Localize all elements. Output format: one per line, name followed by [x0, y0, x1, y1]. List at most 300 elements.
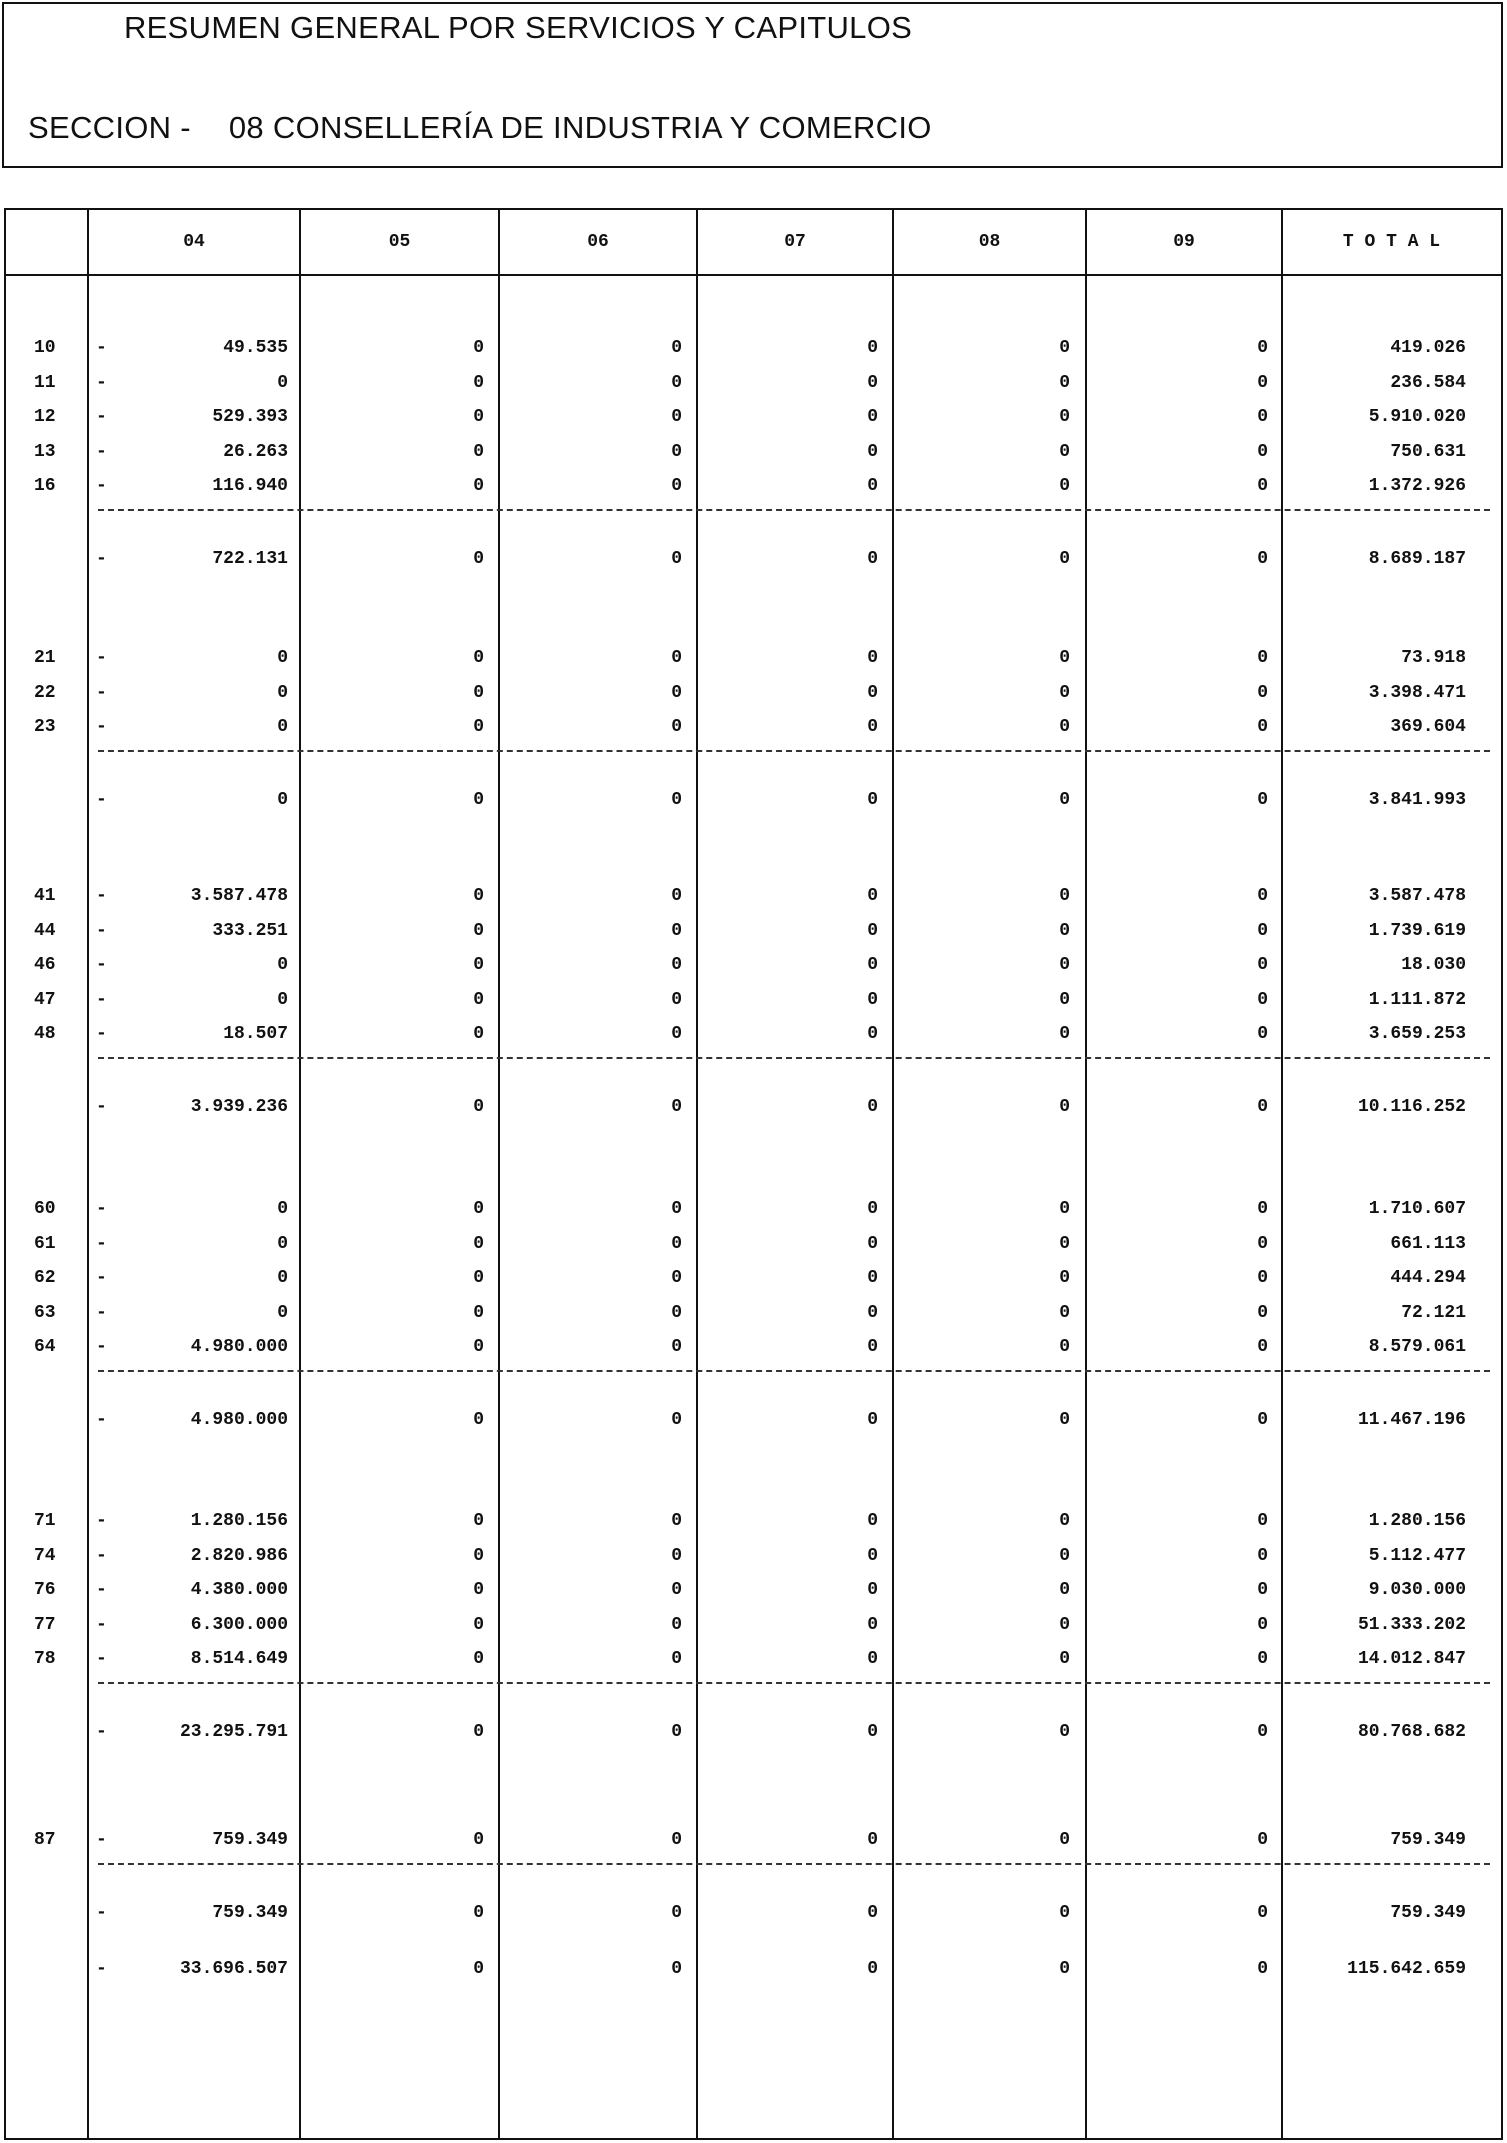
table-cell: 759.349	[212, 1830, 288, 1850]
table-cell: 0	[473, 407, 484, 427]
subtotal-cell: 11.467.196	[1357, 1409, 1466, 1430]
table-cell: 0	[867, 1580, 878, 1600]
subtotal-cell: 0	[473, 1409, 484, 1430]
table-cell: 661.113	[1390, 1233, 1466, 1254]
table-cell: 0	[473, 338, 484, 358]
table-cell: 0	[867, 1337, 878, 1357]
table-cell: 49.535	[223, 338, 288, 358]
table-cell: 0	[867, 1614, 878, 1635]
table-cell: 0	[867, 648, 878, 668]
row-dash-marker: -	[96, 1302, 107, 1323]
table-cell: 0	[1257, 955, 1268, 975]
row-dash-marker: -	[96, 476, 107, 496]
row-dash-marker: -	[96, 648, 107, 668]
table-cell: 0	[473, 989, 484, 1010]
table-cell: 0	[1059, 1545, 1070, 1566]
column-divider	[1281, 210, 1283, 2138]
row-dash-marker: -	[96, 1268, 107, 1288]
table-cell: 0	[1257, 338, 1268, 358]
column-header: 06	[587, 232, 609, 252]
table-cell: 0	[671, 1649, 682, 1669]
table-cell: 0	[671, 648, 682, 668]
row-dash-marker: -	[96, 1199, 107, 1219]
row-dash-marker: -	[96, 407, 107, 427]
table-cell: 0	[1257, 476, 1268, 496]
table-cell: 0	[1257, 1545, 1268, 1566]
subtotal-cell: 0	[1059, 1902, 1070, 1923]
table-cell: 0	[277, 717, 288, 737]
subtotal-cell: 3.841.993	[1368, 789, 1466, 810]
table-cell: 0	[867, 1830, 878, 1850]
table-cell: 1.280.156	[1368, 1511, 1466, 1531]
table-cell: 0	[1059, 682, 1070, 703]
table-cell: 1.280.156	[190, 1511, 288, 1531]
table-cell: 0	[867, 989, 878, 1010]
table-cell: 0	[473, 1649, 484, 1669]
subtotal-cell: 0	[867, 548, 878, 569]
table-cell: 0	[277, 1268, 288, 1288]
row-code: 74	[34, 1545, 56, 1566]
table-cell: 750.631	[1390, 441, 1466, 462]
column-divider	[1085, 210, 1087, 2138]
row-code: 23	[34, 717, 56, 737]
row-code: 60	[34, 1199, 56, 1219]
subtotal-cell: 10.116.252	[1357, 1096, 1466, 1117]
table-cell: 0	[277, 989, 288, 1010]
subtotal-cell: 0	[1257, 789, 1268, 810]
table-cell: 0	[1059, 1233, 1070, 1254]
table-cell: 0	[1257, 441, 1268, 462]
table-cell: 0	[473, 476, 484, 496]
row-dash-marker: -	[96, 1721, 107, 1742]
table-cell: 0	[1059, 1580, 1070, 1600]
table-cell: 0	[1059, 1614, 1070, 1635]
table-cell: 0	[1257, 1511, 1268, 1531]
row-dash-marker: -	[96, 717, 107, 737]
report-title: RESUMEN GENERAL POR SERVICIOS Y CAPITULOS	[124, 10, 913, 45]
row-dash-marker: -	[96, 1959, 107, 1979]
table-cell: 4.380.000	[190, 1580, 288, 1600]
row-code: 10	[34, 338, 56, 358]
subtotal-cell: 0	[1059, 548, 1070, 569]
subtotal-cell: 8.689.187	[1368, 548, 1466, 569]
table-cell: 1.739.619	[1368, 920, 1466, 941]
table-cell: 759.349	[1390, 1830, 1466, 1850]
column-header: 09	[1173, 232, 1195, 252]
table-cell: 51.333.202	[1357, 1614, 1466, 1635]
row-code: 13	[34, 441, 56, 462]
table-cell: 72.121	[1401, 1302, 1466, 1323]
table-cell: 0	[671, 1268, 682, 1288]
subtotal-cell: 0	[473, 1721, 484, 1742]
table-cell: 0	[867, 338, 878, 358]
table-cell: 0	[867, 1302, 878, 1323]
subtotal-cell: 4.980.000	[190, 1409, 288, 1430]
subtotal-cell: 0	[867, 1409, 878, 1430]
row-code: 71	[34, 1511, 56, 1531]
row-dash-marker: -	[96, 1902, 107, 1923]
table-cell: 0	[671, 1024, 682, 1044]
table-cell: 0	[1059, 441, 1070, 462]
row-dash-marker: -	[96, 920, 107, 941]
table-cell: 0	[473, 648, 484, 668]
table-cell: 0	[277, 648, 288, 668]
table-cell: 333.251	[212, 920, 288, 941]
column-header	[6, 224, 88, 260]
table-cell: 0	[473, 1511, 484, 1531]
summary-table	[4, 208, 1503, 2140]
grand-total-cell: 115.642.659	[1347, 1959, 1466, 1979]
table-cell: 0	[473, 1337, 484, 1357]
table-cell: 0	[1257, 1268, 1268, 1288]
table-cell: 0	[1257, 1199, 1268, 1219]
subtotal-cell: 0	[671, 1409, 682, 1430]
table-cell: 0	[867, 1024, 878, 1044]
table-cell: 8.514.649	[190, 1649, 288, 1669]
subtotal-separator	[98, 1863, 1490, 1865]
table-cell: 18.030	[1401, 955, 1466, 975]
table-cell: 116.940	[212, 476, 288, 496]
table-cell: 0	[473, 441, 484, 462]
subtotal-cell: 0	[473, 789, 484, 810]
row-dash-marker: -	[96, 1096, 107, 1117]
subtotal-cell: 0	[1059, 1096, 1070, 1117]
table-cell: 0	[1059, 338, 1070, 358]
table-cell: 419.026	[1390, 338, 1466, 358]
column-header: 05	[388, 232, 411, 252]
table-cell: 0	[867, 1545, 878, 1566]
subtotal-cell: 0	[867, 1096, 878, 1117]
table-cell: 0	[473, 1268, 484, 1288]
table-cell: 0	[867, 1233, 878, 1254]
row-code: 76	[34, 1580, 56, 1600]
table-cell: 0	[671, 476, 682, 496]
table-cell: 73.918	[1401, 648, 1466, 668]
subtotal-separator	[98, 509, 1490, 511]
subtotal-separator	[98, 750, 1490, 752]
table-cell: 0	[671, 1614, 682, 1635]
row-code: 62	[34, 1268, 56, 1288]
table-cell: 0	[867, 372, 878, 393]
table-cell: 1.111.872	[1368, 989, 1466, 1010]
subtotal-cell: 0	[1257, 1409, 1268, 1430]
column-header: T O T A L	[1342, 232, 1441, 252]
table-cell: 0	[671, 338, 682, 358]
table-cell: 0	[671, 1233, 682, 1254]
table-cell: 0	[671, 1302, 682, 1323]
row-dash-marker: -	[96, 338, 107, 358]
grand-total-cell: 33.696.507	[179, 1959, 288, 1979]
row-dash-marker: -	[96, 1337, 107, 1357]
subtotal-separator	[98, 1682, 1490, 1684]
table-cell: 0	[671, 1545, 682, 1566]
table-cell: 0	[473, 1545, 484, 1566]
table-cell: 0	[1257, 717, 1268, 737]
row-dash-marker: -	[96, 1614, 107, 1635]
table-cell: 1.372.926	[1368, 476, 1466, 496]
subtotal-cell: 0	[867, 789, 878, 810]
subtotal-cell: 0	[867, 1721, 878, 1742]
table-cell: 2.820.986	[190, 1545, 288, 1566]
grand-total-cell: 0	[867, 1959, 878, 1979]
table-cell: 0	[1059, 1649, 1070, 1669]
table-cell: 0	[867, 717, 878, 737]
table-cell: 0	[671, 1580, 682, 1600]
table-cell: 3.659.253	[1368, 1024, 1466, 1044]
table-cell: 0	[1257, 1024, 1268, 1044]
row-dash-marker: -	[96, 1580, 107, 1600]
table-cell: 529.393	[212, 407, 288, 427]
table-cell: 0	[473, 717, 484, 737]
table-cell: 0	[1257, 1302, 1268, 1323]
table-cell: 18.507	[223, 1024, 288, 1044]
subtotal-cell: 0	[1059, 789, 1070, 810]
table-cell: 0	[1059, 1268, 1070, 1288]
table-cell: 0	[473, 1199, 484, 1219]
table-cell: 0	[1257, 1830, 1268, 1850]
column-divider	[696, 210, 698, 2138]
subtotal-cell: 0	[671, 1096, 682, 1117]
row-code: 61	[34, 1233, 56, 1254]
subtotal-separator	[98, 1057, 1490, 1059]
column-divider	[87, 210, 89, 2138]
table-cell: 0	[473, 955, 484, 975]
row-code: 22	[34, 682, 56, 703]
table-cell: 0	[277, 372, 288, 393]
row-code: 11	[34, 372, 56, 393]
table-cell: 0	[1257, 372, 1268, 393]
table-cell: 0	[1059, 1830, 1070, 1850]
row-dash-marker: -	[96, 372, 107, 393]
table-cell: 0	[671, 886, 682, 906]
row-code: 12	[34, 407, 56, 427]
column-header: 08	[978, 232, 1001, 252]
table-cell: 0	[867, 682, 878, 703]
table-cell: 0	[277, 1233, 288, 1254]
table-cell: 0	[1257, 1614, 1268, 1635]
row-dash-marker: -	[96, 1409, 107, 1430]
row-code: 77	[34, 1614, 56, 1635]
column-divider	[299, 210, 301, 2138]
row-code: 48	[34, 1024, 56, 1044]
table-cell: 0	[1257, 648, 1268, 668]
table-cell: 0	[1059, 476, 1070, 496]
table-cell: 0	[867, 407, 878, 427]
table-cell: 0	[671, 372, 682, 393]
row-code: 63	[34, 1302, 56, 1323]
table-cell: 0	[473, 920, 484, 941]
subtotal-cell: 0	[671, 1721, 682, 1742]
grand-total-cell: 0	[1257, 1959, 1268, 1979]
table-cell: 0	[671, 407, 682, 427]
grand-total-cell: 0	[1059, 1959, 1070, 1979]
table-cell: 0	[1059, 407, 1070, 427]
subtotal-cell: 0	[473, 1096, 484, 1117]
table-cell: 0	[473, 1024, 484, 1044]
table-cell: 0	[671, 1199, 682, 1219]
table-cell: 0	[1059, 886, 1070, 906]
table-cell: 0	[277, 682, 288, 703]
row-dash-marker: -	[96, 789, 107, 810]
row-dash-marker: -	[96, 548, 107, 569]
table-cell: 0	[473, 1233, 484, 1254]
grand-total-cell: 0	[473, 1959, 484, 1979]
subtotal-separator	[98, 1370, 1490, 1372]
table-cell: 0	[1059, 1337, 1070, 1357]
table-cell: 0	[1257, 682, 1268, 703]
table-cell: 0	[867, 920, 878, 941]
row-code: 78	[34, 1649, 56, 1669]
row-code: 64	[34, 1337, 56, 1357]
table-cell: 0	[867, 1268, 878, 1288]
subtotal-cell: 0	[1257, 548, 1268, 569]
table-cell: 0	[1257, 989, 1268, 1010]
table-cell: 0	[473, 886, 484, 906]
table-cell: 0	[277, 1302, 288, 1323]
table-cell: 6.300.000	[190, 1614, 288, 1635]
subtotal-cell: 0	[1257, 1902, 1268, 1923]
row-dash-marker: -	[96, 955, 107, 975]
table-cell: 0	[671, 441, 682, 462]
table-cell: 0	[671, 1337, 682, 1357]
table-cell: 0	[1059, 920, 1070, 941]
table-cell: 26.263	[223, 441, 288, 462]
table-cell: 0	[671, 682, 682, 703]
table-cell: 3.587.478	[1368, 886, 1466, 906]
table-cell: 236.584	[1390, 372, 1466, 393]
table-cell: 0	[1059, 1302, 1070, 1323]
subtotal-cell: 0	[1059, 1721, 1070, 1742]
table-cell: 3.587.478	[190, 886, 288, 906]
subtotal-cell: 0	[671, 1902, 682, 1923]
table-cell: 0	[1059, 1024, 1070, 1044]
table-cell: 0	[1059, 372, 1070, 393]
row-code: 21	[34, 648, 56, 668]
table-cell: 0	[473, 1830, 484, 1850]
table-cell: 0	[671, 1511, 682, 1531]
table-cell: 4.980.000	[190, 1337, 288, 1357]
table-cell: 0	[277, 1199, 288, 1219]
table-cell: 0	[867, 476, 878, 496]
subtotal-cell: 0	[1059, 1409, 1070, 1430]
table-cell: 0	[1257, 1649, 1268, 1669]
row-dash-marker: -	[96, 1830, 107, 1850]
table-cell: 0	[671, 989, 682, 1010]
table-cell: 0	[867, 441, 878, 462]
table-cell: 369.604	[1390, 717, 1466, 737]
subtotal-cell: 23.295.791	[179, 1721, 288, 1742]
row-dash-marker: -	[96, 682, 107, 703]
row-dash-marker: -	[96, 989, 107, 1010]
subtotal-cell: 0	[1257, 1096, 1268, 1117]
column-divider	[498, 210, 500, 2138]
table-cell: 0	[671, 1830, 682, 1850]
table-cell: 0	[1257, 920, 1268, 941]
table-cell: 3.398.471	[1368, 682, 1466, 703]
row-code: 46	[34, 955, 56, 975]
table-cell: 0	[473, 1580, 484, 1600]
row-dash-marker: -	[96, 1649, 107, 1669]
table-cell: 0	[1059, 989, 1070, 1010]
section-label: SECCION -	[28, 110, 191, 145]
table-cell: 0	[867, 1511, 878, 1531]
table-cell: 0	[1059, 648, 1070, 668]
table-cell: 0	[1059, 717, 1070, 737]
subtotal-cell: 722.131	[212, 548, 288, 569]
subtotal-cell: 0	[867, 1902, 878, 1923]
table-cell: 14.012.847	[1357, 1649, 1466, 1669]
table-cell: 0	[277, 955, 288, 975]
row-dash-marker: -	[96, 1024, 107, 1044]
row-code: 44	[34, 920, 56, 941]
subtotal-cell: 0	[277, 789, 288, 810]
subtotal-cell: 0	[473, 1902, 484, 1923]
table-cell: 0	[867, 1649, 878, 1669]
table-cell: 0	[671, 717, 682, 737]
subtotal-cell: 0	[473, 548, 484, 569]
column-header: 04	[183, 232, 205, 252]
table-cell: 444.294	[1390, 1268, 1466, 1288]
table-cell: 0	[473, 682, 484, 703]
subtotal-cell: 759.349	[212, 1902, 288, 1923]
subtotal-cell: 0	[1257, 1721, 1268, 1742]
row-code: 87	[34, 1830, 56, 1850]
column-header: 07	[784, 232, 806, 252]
row-dash-marker: -	[96, 441, 107, 462]
subtotal-cell: 80.768.682	[1357, 1721, 1466, 1742]
table-cell: 0	[867, 886, 878, 906]
table-cell: 0	[1257, 1233, 1268, 1254]
table-cell: 1.710.607	[1368, 1199, 1466, 1219]
table-cell: 0	[867, 1199, 878, 1219]
subtotal-cell: 0	[671, 789, 682, 810]
table-cell: 0	[867, 955, 878, 975]
row-dash-marker: -	[96, 1545, 107, 1566]
grand-total-cell: 0	[671, 1959, 682, 1979]
table-cell: 0	[1257, 1337, 1268, 1357]
column-divider	[892, 210, 894, 2138]
table-cell: 0	[1257, 407, 1268, 427]
table-cell: 0	[1059, 955, 1070, 975]
subtotal-cell: 759.349	[1390, 1902, 1466, 1923]
subtotal-cell: 0	[671, 548, 682, 569]
section-heading	[28, 110, 932, 146]
subtotal-cell: 3.939.236	[190, 1096, 288, 1117]
header-divider	[6, 274, 1501, 276]
table-cell: 5.910.020	[1368, 407, 1466, 427]
table-cell: 5.112.477	[1368, 1545, 1466, 1566]
row-dash-marker: -	[96, 1233, 107, 1254]
report-header	[2, 2, 1503, 168]
row-dash-marker: -	[96, 886, 107, 906]
table-cell: 0	[671, 955, 682, 975]
table-cell: 8.579.061	[1368, 1337, 1466, 1357]
table-cell: 0	[1059, 1199, 1070, 1219]
table-cell: 0	[473, 1614, 484, 1635]
row-code: 16	[34, 476, 56, 496]
table-cell: 0	[1257, 1580, 1268, 1600]
table-cell: 0	[671, 920, 682, 941]
section-name: 08 CONSELLERÍA DE INDUSTRIA Y COMERCIO	[228, 110, 932, 145]
table-cell: 0	[1257, 886, 1268, 906]
table-cell: 9.030.000	[1368, 1580, 1466, 1600]
table-cell: 0	[473, 372, 484, 393]
table-cell: 0	[473, 1302, 484, 1323]
row-code: 47	[34, 989, 56, 1010]
row-code: 41	[34, 886, 56, 906]
table-cell: 0	[1059, 1511, 1070, 1531]
row-dash-marker: -	[96, 1511, 107, 1531]
